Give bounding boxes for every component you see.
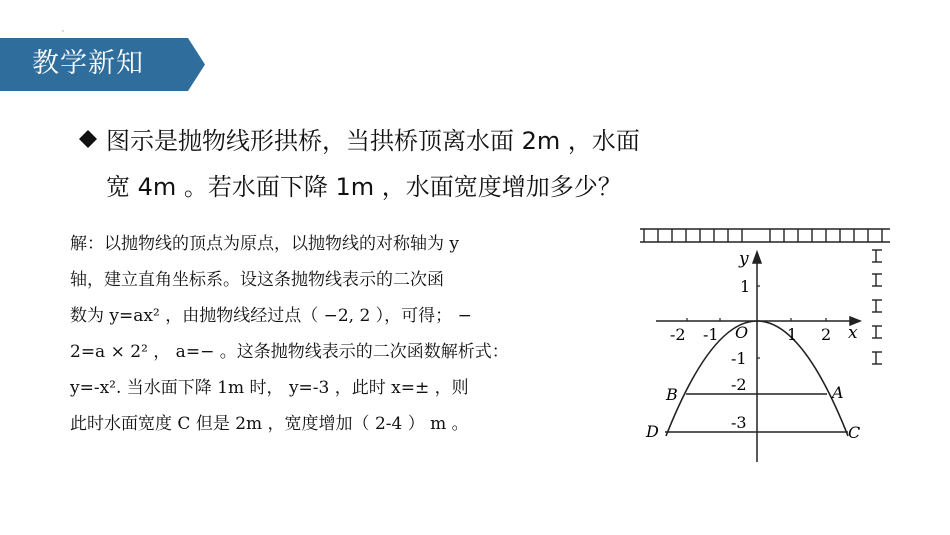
- diamond-icon: [78, 118, 102, 164]
- decorative-dot: [62, 30, 64, 32]
- origin-label: O: [735, 323, 749, 342]
- solution-line-3: 数为 y=ax² ，由抛物线经过点（ −2, 2 ），可得； −: [70, 306, 472, 326]
- x-tick-label-1: 1: [787, 325, 798, 344]
- bridge-pillar-marks: [872, 250, 882, 364]
- point-label-c: C: [848, 423, 861, 442]
- question-line-1: [78, 118, 738, 164]
- x-axis-label: x: [848, 323, 858, 343]
- question-text-1: 图示是抛物线形拱桥，当拱桥顶离水面 2m ，水面: [106, 127, 640, 155]
- question-line-2: [78, 164, 738, 210]
- question-block: [78, 118, 738, 210]
- point-label-d: D: [646, 422, 659, 441]
- coordinate-axes: [656, 252, 860, 462]
- section-title: 教学新知: [32, 48, 144, 79]
- y-tick-label-1: 1: [740, 277, 751, 296]
- point-label-a: A: [832, 383, 844, 402]
- y-tick-label-neg2: -2: [731, 375, 747, 394]
- x-tick-label-2: 2: [821, 325, 832, 344]
- parabola-bridge-figure: [636, 222, 894, 468]
- bridge-deck: [640, 229, 890, 242]
- x-tick-label-neg2: -2: [670, 325, 686, 344]
- y-tick-label-neg1: -1: [731, 349, 747, 368]
- solution-line-5: y=-x². 当水面下降 1m 时， y=-3 ，此时 x=± ，则: [70, 378, 469, 398]
- solution-line-4: 2=a × 2² ， a=− 。这条抛物线表示的二次函数解析式：: [70, 342, 509, 362]
- y-axis-label: y: [739, 249, 749, 269]
- bridge-diagram: [636, 222, 894, 468]
- solution-line-1: 解：以抛物线的顶点为原点，以抛物线的对称轴为 y: [70, 234, 460, 254]
- point-label-b: B: [666, 385, 678, 404]
- solution-block: [70, 226, 630, 442]
- solution-line-2: 轴，建立直角坐标系。设这条抛物线表示的二次函: [70, 270, 444, 290]
- solution-line-6: 此时水面宽度 C 但是 2m ，宽度增加（ 2-4 ） m 。: [70, 414, 469, 434]
- question-text-2: 宽 4m 。若水面下降 1m ，水面宽度增加多少？: [106, 173, 622, 201]
- section-header-banner: [0, 38, 205, 91]
- x-tick-label-neg1: -1: [703, 325, 719, 344]
- y-tick-label-neg3: -3: [731, 413, 747, 432]
